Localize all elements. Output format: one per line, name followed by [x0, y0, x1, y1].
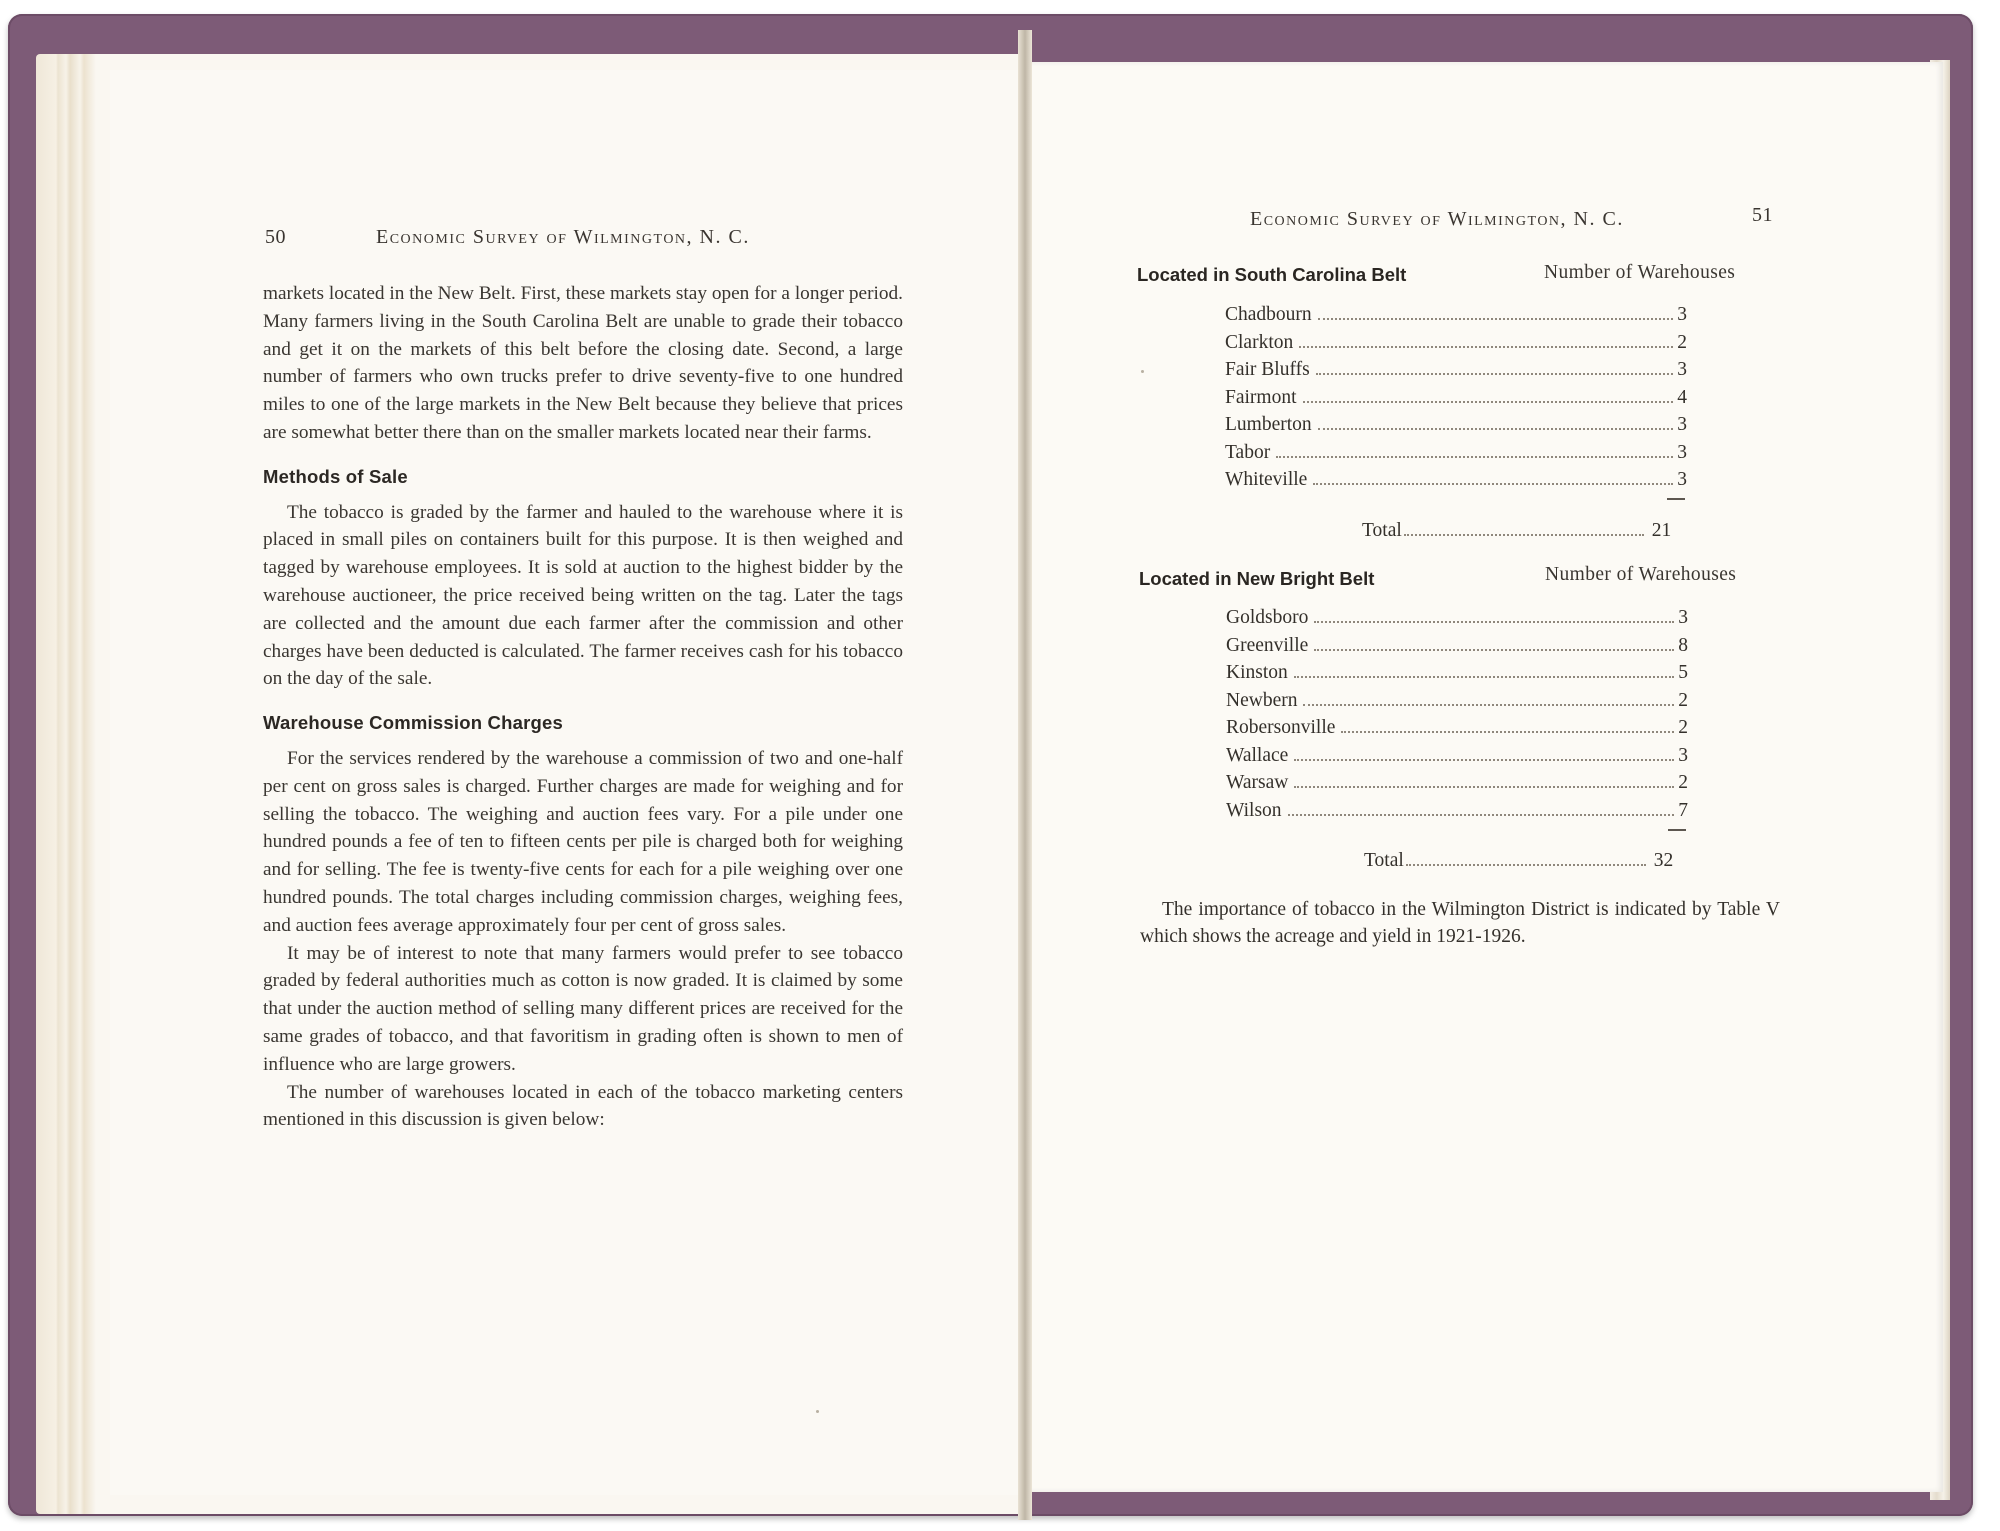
left-page-number: 50	[265, 226, 286, 248]
table-title-new-bright: Located in New Bright Belt	[1139, 568, 1375, 589]
total-row-new-bright: Total 32	[1364, 850, 1674, 871]
table-row: Wallace 3	[1226, 744, 1688, 766]
table-row: Clarkton 2	[1225, 331, 1687, 353]
table-row: Fair Bluffs 3	[1225, 359, 1687, 380]
section-heading-warehouse-commission: Warehouse Commission Charges	[263, 712, 563, 734]
sum-rule	[1667, 498, 1685, 500]
table-row: Greenville 8	[1226, 634, 1688, 656]
left-running-head: Economic Survey of Wilmington, N. C.	[376, 226, 750, 248]
closing-paragraph: The importance of tobacco in the Wilmington District is indicated by Table V which shows the acreage and yield in 1921-1926.	[1140, 899, 1780, 947]
section-heading-methods-of-sale: Methods of Sale	[263, 465, 408, 487]
table-row: Robersonville 2	[1226, 717, 1688, 738]
intro-paragraph: markets located in the New Belt. First, these markets stay open for a longer period. Many farmers living in the South Carolina Belt are unable to grade their tobacco and get it on the markets of this belt before the closing date. Second, a large number of farmers who own trucks prefer to drive seventy-five to one hundred miles to one of the large markets in the New Belt because they believe that prices are somewhat better there than on the smaller markets located near their farms.	[263, 283, 903, 443]
right-running-head: Economic Survey of Wilmington, N. C.	[1250, 208, 1624, 230]
table-row: Kinston 5	[1226, 662, 1688, 683]
table-row: Chadbourn 3	[1225, 304, 1687, 325]
table-row: Wilson 7	[1226, 799, 1688, 821]
table-row: Tabor 3	[1225, 441, 1687, 463]
table-row: Newbern 2	[1226, 689, 1688, 711]
paragraph-commission-1: For the services rendered by the warehouse a commission of two and one-half per cent on gross sales is charged. Further charges are made for weighing and for selling the tobacco. The weighing and auction fees vary. For a pile under one hundred pounds a fee of ten to fifteen cents per pile is charged both for weighing and for selling. The fee is twenty-five cents for each for a pile weighing over one hundred pounds. The total charges including commission charges, weighing fees, and auction fees average approximately four per cent of gross sales.	[263, 747, 903, 936]
table-row: Warsaw 2	[1226, 772, 1688, 793]
column-header-warehouses-1: Number of Warehouses	[1544, 262, 1736, 283]
table-south-carolina-rows	[1225, 304, 1687, 497]
right-page-number: 51	[1752, 204, 1773, 226]
table-row: Fairmont 4	[1225, 386, 1687, 408]
table-row: Whiteville 3	[1225, 469, 1687, 490]
left-page-body	[263, 280, 903, 1134]
book-gutter	[1018, 30, 1032, 1520]
paragraph-methods-of-sale: The tobacco is graded by the farmer and hauled to the warehouse where it is placed in small piles on containers built for this purpose. It is then weighed and tagged by warehouse employees. It is sold at auction to the highest bidder by the warehouse auctioneer, the price received being written on the tag. Later the tags are collected and the amount due each farmer after the commission and other charges have been deducted is calculated. The farmer receives cash for his tobacco on the day of the sale.	[263, 501, 903, 690]
paragraph-commission-3: The number of warehouses located in each of the tobacco marketing centers mentioned in this discussion is given below:	[263, 1081, 903, 1131]
sum-rule	[1668, 829, 1686, 831]
column-header-warehouses-2: Number of Warehouses	[1545, 564, 1737, 585]
table-row: Lumberton 3	[1225, 414, 1687, 435]
paragraph-commission-2: It may be of interest to note that many farmers would prefer to see tobacco graded by federal authorities much as cotton is now graded. It is claimed by some that under the auction method of selling many different prices are received for the same grades of tobacco, and that favoritism in grading often is shown to men of influence who are large growers.	[263, 942, 903, 1075]
table-row: Goldsboro 3	[1226, 607, 1688, 628]
paper-speck	[1141, 370, 1144, 373]
paper-speck	[816, 1410, 819, 1413]
table-title-south-carolina: Located in South Carolina Belt	[1137, 264, 1407, 285]
total-row-south-carolina: Total 21	[1362, 520, 1672, 541]
table-new-bright-rows	[1226, 607, 1688, 827]
